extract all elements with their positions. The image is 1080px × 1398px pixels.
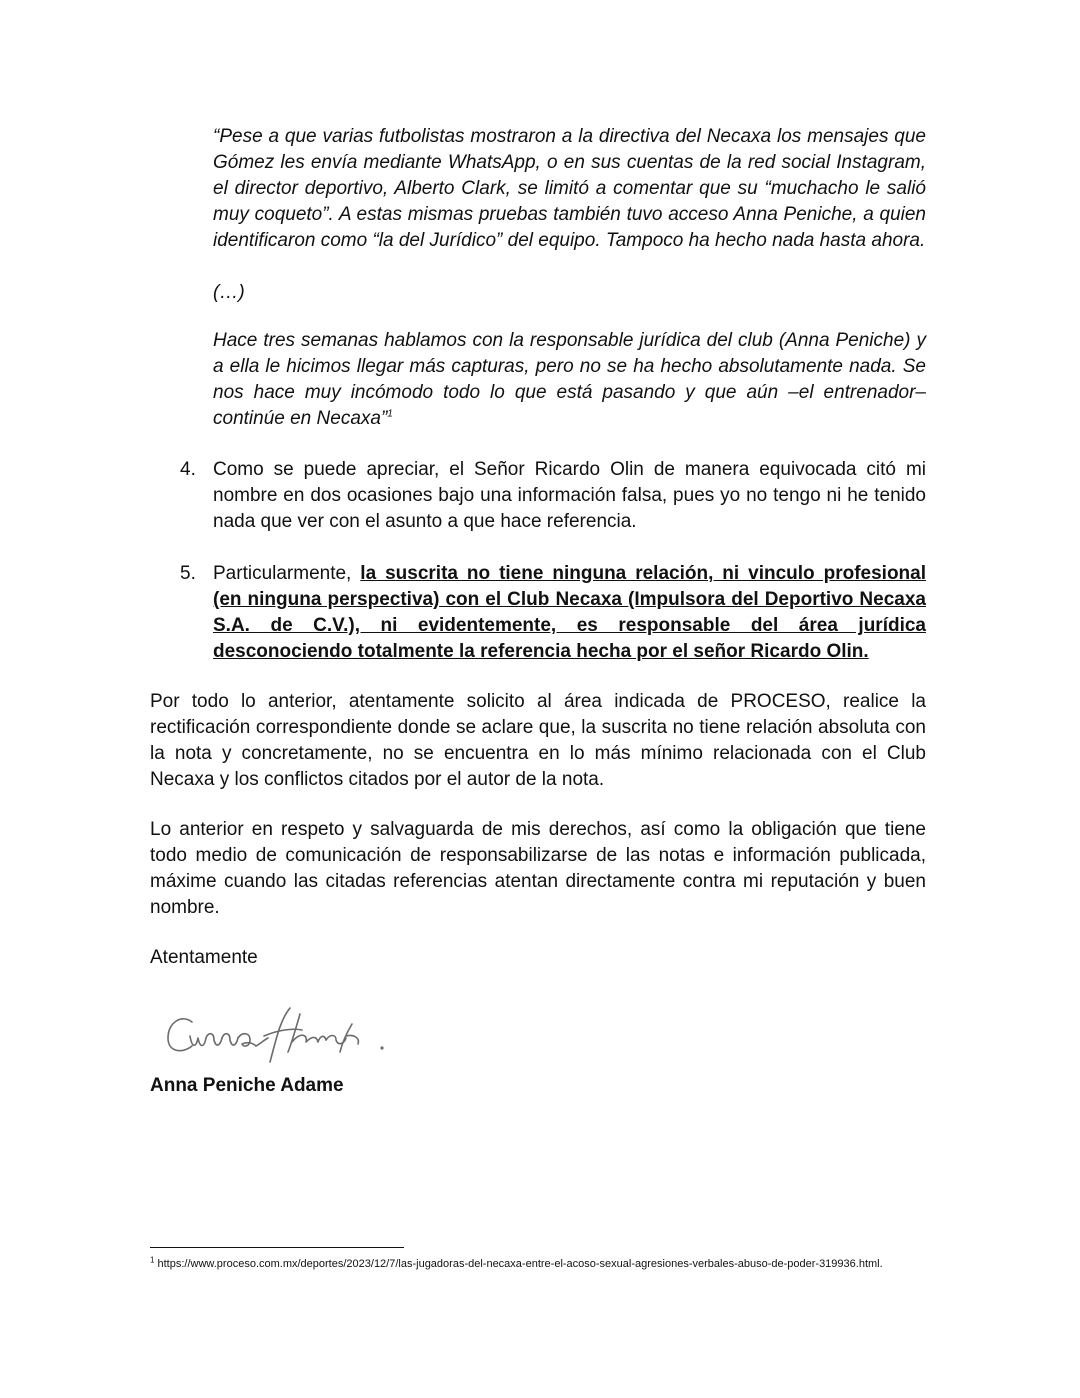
list-item-number: 4.: [180, 459, 196, 480]
list-item-number: 5.: [180, 563, 196, 584]
quote-ellipsis: (…): [213, 282, 245, 303]
footnote: [150, 1257, 950, 1271]
list-item-text: Como se puede apreciar, el Señor Ricardo Olin de manera equivocada citó mi nombre en dos ocasiones bajo una información falsa, pues yo no tengo ni he tenido nada que ver con el asunto a que hace referencia.: [213, 459, 926, 532]
list-item-text: [213, 561, 926, 665]
body-paragraph-2: Lo anterior en respeto y salvaguarda de mis derechos, así como la obligación que tiene todo medio de comunicación de responsabilizarse de las notas e información publicada, máxime cuando las citadas referencias atentan directamente contra mi reputación y buen nombre.: [150, 819, 926, 918]
list-item-lead: Particularmente,: [213, 563, 361, 584]
footnote-divider: [150, 1247, 404, 1248]
list-item-emphasis: la suscrita no tiene ninguna relación, ni vinculo profesional (en ninguna perspectiva) con el Club Necaxa (Impulsora del Deportivo Necaxa S.A. de C.V.), ni evidentemente, es responsable del área jurídica desconociendo totalmente la referencia hecha por el señor Ricardo Olin.: [213, 563, 926, 662]
signer-name: Anna Peniche Adame: [150, 1075, 344, 1096]
footnote-marker: 1: [150, 1255, 155, 1265]
quote-paragraph-2: [213, 328, 926, 432]
quote-paragraph-2-text: Hace tres semanas hablamos con la responsable jurídica del club (Anna Peniche) y a ella le hicimos llegar más capturas, pero no se ha hecho absolutamente nada. Se nos hace muy incómodo todo lo que está pasando y que aún –el entrenador– continúe en Necaxa”: [213, 330, 926, 429]
list-item-5: [180, 561, 926, 665]
closing-salutation: Atentamente: [150, 947, 258, 968]
list-item-4: [180, 457, 926, 535]
footnote-url: https://www.proceso.com.mx/deportes/2023/12/7/las-jugadoras-del-necaxa-entre-el-acoso-sexual-agresiones-verbales-abuso-de-poder-319936.html.: [154, 1258, 883, 1270]
footnote-reference: 1: [387, 408, 393, 420]
body-paragraph-1: Por todo lo anterior, atentamente solicito al área indicada de PROCESO, realice la rectificación correspondiente donde se aclare que, la suscrita no tiene relación absoluta con la nota y concretamente, no se encuentra en lo más mínimo relacionada con el Club Necaxa y los conflictos citados por el autor de la nota.: [150, 691, 926, 790]
handwritten-signature: [160, 1000, 390, 1072]
quote-paragraph-1: “Pese a que varias futbolistas mostraron a la directiva del Necaxa los mensajes que Gómez les envía mediante WhatsApp, o en sus cuentas de la red social Instagram, el director deportivo, Alberto Clark, se limitó a comentar que su “muchacho le salió muy coqueto”. A estas mismas pruebas también tuvo acceso Anna Peniche, a quien identificaron como “la del Jurídico” del equipo. Tampoco ha hecho nada hasta ahora.: [213, 126, 926, 251]
